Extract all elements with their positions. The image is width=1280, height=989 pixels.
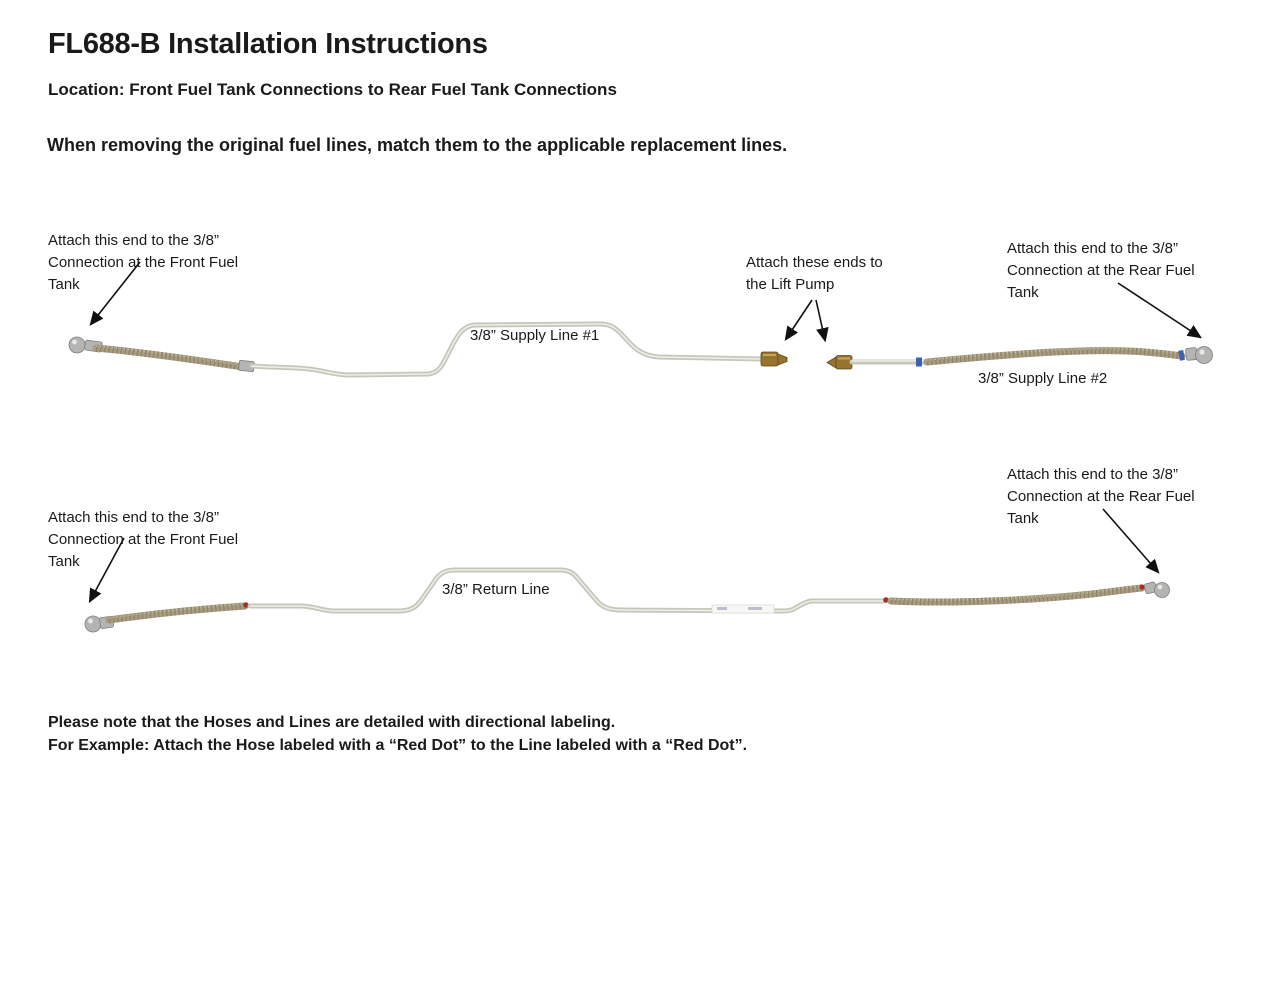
braid-highlight <box>891 586 1142 600</box>
braid-highlight <box>96 346 243 365</box>
hose-collar <box>84 340 102 352</box>
label-return-line: 3/8” Return Line <box>442 581 550 598</box>
rear-tank-fitting <box>1155 583 1170 598</box>
hose-collar <box>1144 582 1157 594</box>
rear-tank-fitting <box>1196 347 1213 364</box>
braid-highlight <box>109 604 245 618</box>
arrow-to-lift-pump-left <box>786 300 812 339</box>
callout-lift-pump: Attach these ends to the Lift Pump <box>746 254 883 293</box>
metal-line-section <box>250 570 883 611</box>
fitting-highlight <box>1158 585 1163 590</box>
fitting-highlight <box>72 340 77 345</box>
blue-band-marker <box>1178 350 1185 361</box>
callout-front-tank-return: Attach this end to the 3/8” Connection at the Front Fuel Tank <box>48 509 239 570</box>
hose-to-line-sleeve <box>239 360 255 372</box>
fitting-highlight <box>88 619 93 624</box>
braided-hose-section <box>891 588 1142 602</box>
location-line: Location: Front Fuel Tank Connections to Rear Fuel Tank Connections <box>48 80 617 99</box>
return-line-drawing <box>85 570 1170 632</box>
braided-hose-section <box>96 348 243 367</box>
lift-pump-fitting-line1 <box>761 352 778 366</box>
fitting-tip <box>827 357 837 369</box>
braided-hose-section <box>927 351 1182 362</box>
red-dot-marker <box>883 597 889 603</box>
sticker-text-mark <box>717 607 727 610</box>
red-dot-marker <box>1139 584 1144 589</box>
front-tank-fitting <box>85 616 101 632</box>
braided-hose-section <box>109 606 245 620</box>
front-tank-fitting <box>69 337 85 353</box>
braid-texture <box>109 606 245 620</box>
braid-highlight <box>927 349 1182 360</box>
supply-line-1-drawing <box>69 324 787 375</box>
metal-line-highlight <box>250 570 883 611</box>
supply-line-2-drawing <box>827 347 1213 370</box>
callout-rear-tank-return: Attach this end to the 3/8” Connection at the Rear Fuel Tank <box>1007 466 1195 527</box>
note-line-1: Please note that the Hoses and Lines are detailed with directional labeling. <box>48 714 616 731</box>
callout-front-tank-supply: Attach this end to the 3/8” Connection at the Front Fuel Tank <box>48 232 239 293</box>
fitting-highlight <box>763 354 776 356</box>
braid-texture <box>891 588 1142 602</box>
page-title: FL688-B Installation Instructions <box>48 28 488 60</box>
red-dot-marker <box>243 602 248 607</box>
fitting-tip <box>778 354 787 365</box>
lift-pump-fitting-line2 <box>836 356 852 370</box>
direction-label-sticker <box>712 605 774 613</box>
fitting-highlight <box>838 358 850 360</box>
note-line-2: For Example: Attach the Hose labeled with a “Red Dot” to the Line labeled with a “Red Dot”. <box>48 737 748 754</box>
sticker-text-mark <box>748 607 762 610</box>
callout-rear-tank-supply: Attach this end to the 3/8” Connection at the Rear Fuel Tank <box>1007 240 1195 301</box>
hose-collar <box>99 616 113 629</box>
arrow-to-lift-pump-right <box>816 300 825 340</box>
fitting-highlight <box>1199 349 1204 354</box>
label-supply-line-1: 3/8” Supply Line #1 <box>470 327 600 344</box>
label-supply-line-2: 3/8” Supply Line #2 <box>978 370 1108 387</box>
braid-texture <box>927 351 1182 362</box>
directional-labeling-note <box>48 711 747 757</box>
braid-texture <box>96 348 243 367</box>
instruction-line: When removing the original fuel lines, match them to the applicable replacement lines. <box>47 135 788 155</box>
blue-band-marker <box>916 358 922 367</box>
hose-collar <box>1185 347 1197 360</box>
